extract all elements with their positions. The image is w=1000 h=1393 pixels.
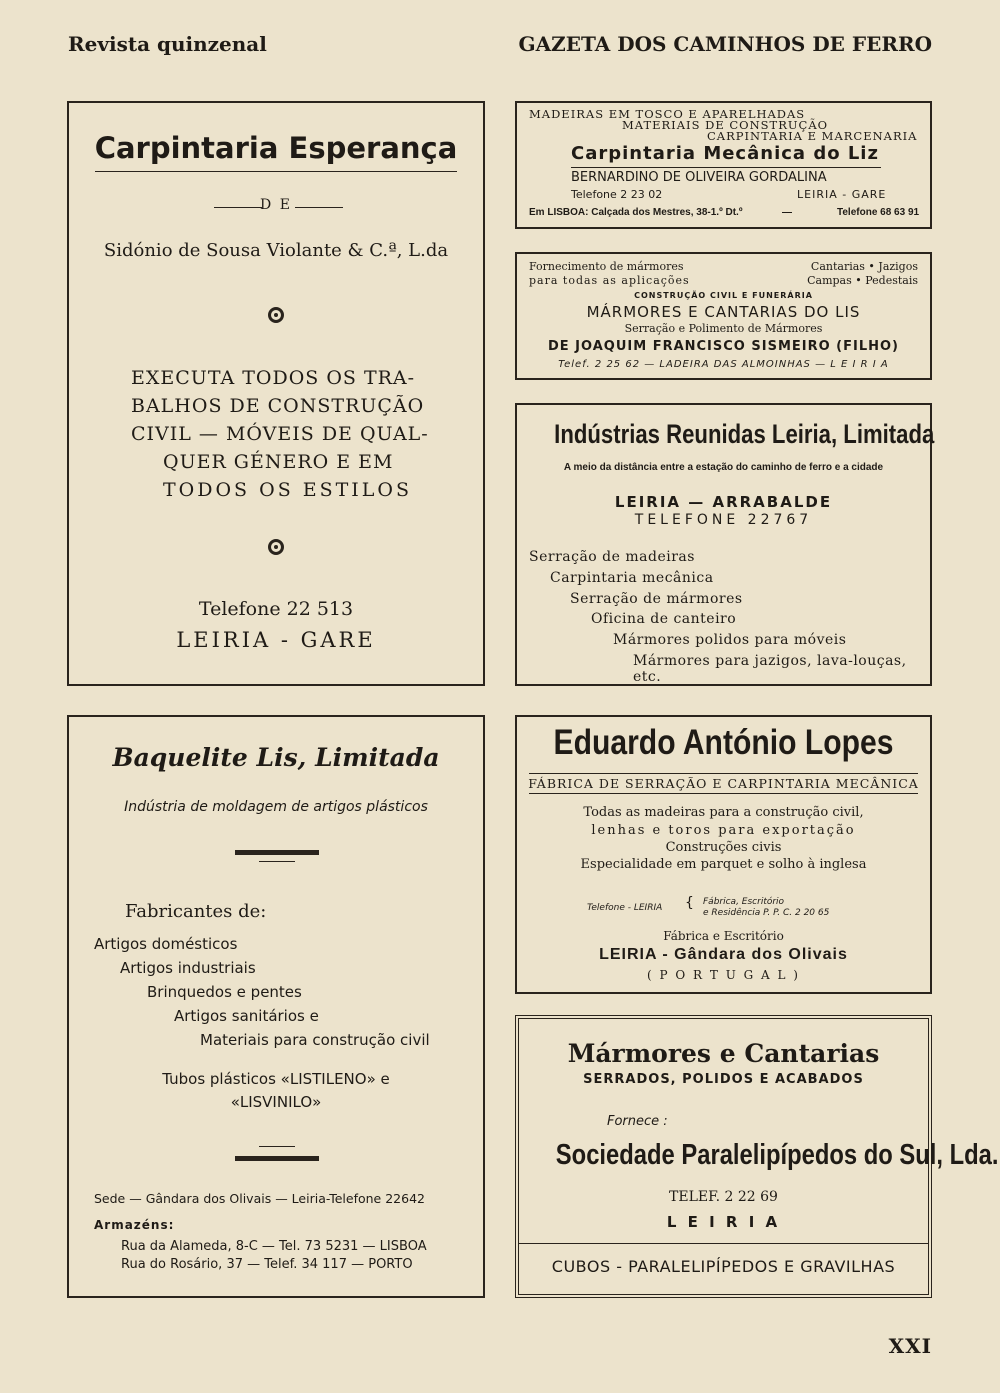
ad1-owner: Sidónio de Sousa Violante & C.ª, L.da bbox=[103, 240, 449, 261]
ornament-icon bbox=[268, 307, 284, 323]
ad2-title: Carpintaria Mecânica do Liz bbox=[571, 143, 879, 164]
ad3-title: MÁRMORES E CANTARIAS DO LIS bbox=[586, 303, 861, 321]
header-right: GAZETA DOS CAMINHOS DE FERRO bbox=[518, 32, 932, 56]
ad1-de: D E bbox=[260, 197, 292, 213]
ad-eduardo-antonio-lopes: Eduardo António Lopes FÁBRICA DE SERRAÇÃO E CARPINTARIA MECÂNICA Todas as madeiras para a construção civil, lenhas e toros para exportação Construções civis Especialidade em parquet e solho à inglesa Telefone - LEIRIA { Fábrica, Escritório e Residência P. P. C. 2 20 65 Fábrica e Escritório LEIRIA - Gândara dos Olivais ( P O R T U G A L ) bbox=[515, 715, 932, 994]
ad1-body: EXECUTA TODOS OS TRA- BALHOS DE CONSTRUÇÃO CIVIL — MÓVEIS DE QUAL- QUER GÉNERO E EM TODOS OS ESTILOS bbox=[131, 367, 429, 501]
ad5-title: Baquelite Lis, Limitada bbox=[112, 743, 440, 772]
ad7-company: Sociedade Paralelipípedos do Sul, Lda. bbox=[555, 1139, 999, 1171]
ad4-title: Indústrias Reunidas Leiria, Limitada bbox=[554, 419, 935, 449]
page-number: XXI bbox=[888, 1334, 932, 1358]
ad-marmores-cantarias-lis: Fornecimento de mármores para todas as aplicações Cantarias • Jazigos Campas • Pedestais CONSTRUÇÃO CIVIL E FUNERÁRIA MÁRMORES E CANTARIAS DO LIS Serração e Polimento de Mármores DE JOAQUIM FRANCISCO SISMEIRO (FILHO) Telef. 2 25 62 — LADEIRA DAS ALMOINHAS — L E I R I A bbox=[515, 252, 932, 380]
ad1-place: LEIRIA - GARE bbox=[176, 628, 376, 652]
ad1-phone: Telefone 22 513 bbox=[198, 598, 354, 620]
header-left: Revista quinzenal bbox=[68, 32, 267, 56]
ad-industrias-reunidas-leiria: Indústrias Reunidas Leiria, Limitada A meio da distância entre a estação do caminho de ferro e a cidade LEIRIA — ARRABALDE TELEFONE 22767 Serração de madeiras Carpintaria mecânica Serração de mármores Oficina de canteiro Mármores polidos para móveis Mármores para jazigos, lava-louças, etc. bbox=[515, 403, 932, 686]
ad6-title: Eduardo António Lopes bbox=[553, 723, 894, 762]
ad-baquelite-lis: Baquelite Lis, Limitada Indústria de moldagem de artigos plásticos Fabricantes de: Artigos domésticos Artigos industriais Brinquedos e pentes Artigos sanitários e Materiais para construção civil Tubos plásticos «LISTILENO» e «LISVINILO» Sede — Gândara dos Olivais — Leiria-Telefone 22642 Armazéns: Rua da Alameda, 8-C — Tel. 73 5231 — LISBOA Rua do Rosário, 37 — Telef. 34 117 — PORTO bbox=[67, 715, 485, 1298]
ad5-sede: Sede — Gândara dos Olivais — Leiria-Telefone 22642 bbox=[94, 1191, 425, 1206]
ad1-title: Carpintaria Esperança bbox=[94, 131, 458, 165]
ad7-title: Mármores e Cantarias bbox=[567, 1039, 880, 1068]
ad-carpintaria-esperanca bbox=[67, 101, 485, 686]
ad-carpintaria-mecanica-liz: MADEIRAS EM TOSCO E APARELHADAS MATERIAIS DE CONSTRUÇÃO CARPINTARIA E MARCENARIA Carpintaria Mecânica do Liz BERNARDINO DE OLIVEIRA GORDALINA Telefone 2 23 02 LEIRIA - GARE Em LISBOA: Calçada dos Mestres, 38-1.º Dt.º — Telefone 68 63 91 bbox=[515, 101, 932, 229]
ad-marmores-e-cantarias: Mármores e Cantarias SERRADOS, POLIDOS E ACABADOS Fornece : Sociedade Paralelipípedos do Sul, Lda. TELEF. 2 22 69 L E I R I A CUBOS - PARALELIPÍPEDOS E GRAVILHAS bbox=[515, 1015, 932, 1298]
ornament-icon bbox=[268, 539, 284, 555]
